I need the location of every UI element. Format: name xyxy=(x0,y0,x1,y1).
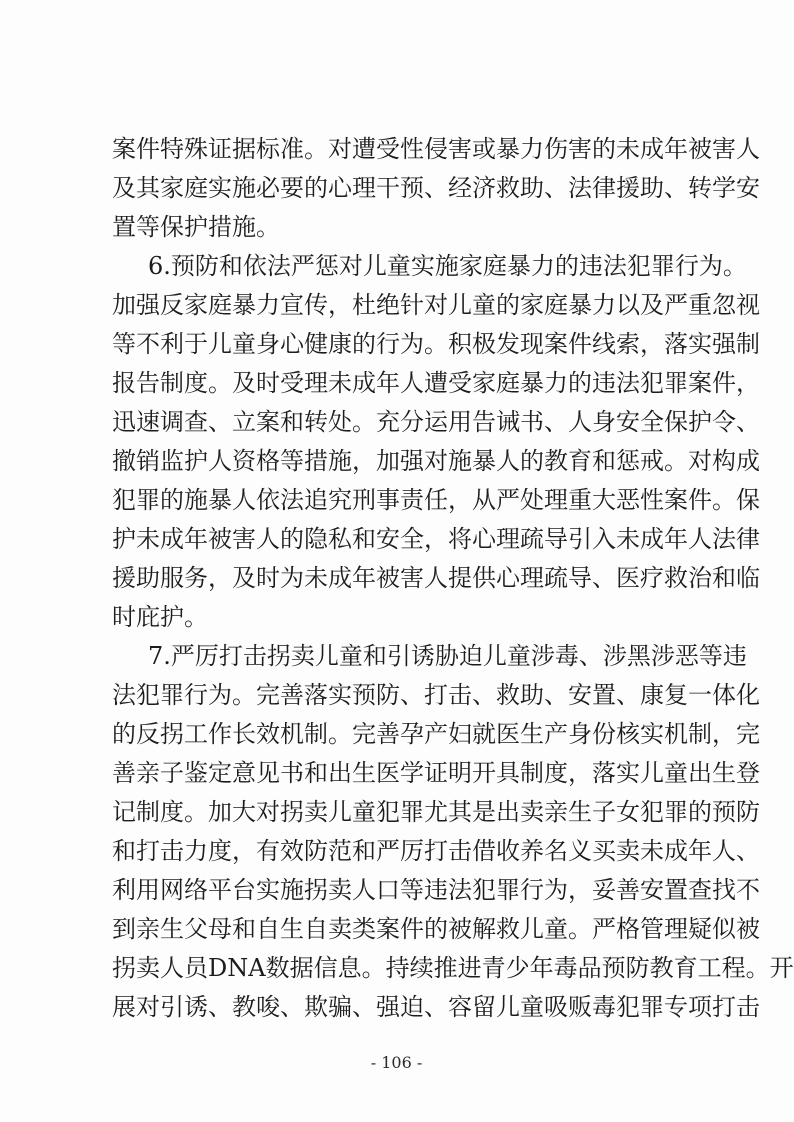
text-line: 援助服务，及时为未成年被害人提供心理疏导、医疗救治和临 xyxy=(112,564,760,592)
text-line: 利用网络平台实施拐卖人口等违法犯罪行为，妥善安置查找不 xyxy=(112,876,760,904)
text-line: 置等保护措施。 xyxy=(112,213,280,241)
text-line: 案件特殊证据标准。对遭受性侵害或暴力伤害的未成年被害人 xyxy=(112,135,760,163)
paragraph-heading-line: 6.预防和依法严惩对儿童实施家庭暴力的违法犯罪行为。 xyxy=(148,252,747,280)
text-line: 等不利于儿童身心健康的行为。积极发现案件线索，落实强制 xyxy=(112,330,760,358)
text-line: 记制度。加大对拐卖儿童犯罪尤其是出卖亲生子女犯罪的预防 xyxy=(112,798,760,826)
page-number: - 106 - xyxy=(370,1053,423,1072)
body-text xyxy=(112,130,794,1027)
text-line: 和打击力度，有效防范和严厉打击借收养名义买卖未成年人、 xyxy=(112,837,760,865)
text-line: 善亲子鉴定意见书和出生医学证明开具制度，落实儿童出生登 xyxy=(112,759,760,787)
text-line: 护未成年被害人的隐私和安全，将心理疏导引入未成年人法律 xyxy=(112,525,760,553)
text-line: 迅速调查、立案和转处。充分运用告诫书、人身安全保护令、 xyxy=(112,408,760,436)
text-line: 展对引诱、教唆、欺骗、强迫、容留儿童吸贩毒犯罪专项打击 xyxy=(112,993,760,1021)
text-line: 拐卖人员DNA数据信息。持续推进青少年毒品预防教育工程。开 xyxy=(112,954,794,982)
text-line: 到亲生父母和自生自卖类案件的被解救儿童。严格管理疑似被 xyxy=(112,915,760,943)
text-line: 法犯罪行为。完善落实预防、打击、救助、安置、康复一体化 xyxy=(112,681,760,709)
paragraph-heading-line: 7.严厉打击拐卖儿童和引诱胁迫儿童涉毒、涉黑涉恶等违 xyxy=(148,642,747,670)
text-line: 时庇护。 xyxy=(112,603,208,631)
text-line: 撤销监护人资格等措施，加强对施暴人的教育和惩戒。对构成 xyxy=(112,447,760,475)
text-line: 的反拐工作长效机制。完善孕产妇就医生产身份核实机制，完 xyxy=(112,720,760,748)
text-line: 报告制度。及时受理未成年人遭受家庭暴力的违法犯罪案件， xyxy=(112,369,760,397)
text-line: 加强反家庭暴力宣传，杜绝针对儿童的家庭暴力以及严重忽视 xyxy=(112,291,760,319)
text-line: 及其家庭实施必要的心理干预、经济救助、法律援助、转学安 xyxy=(112,174,760,202)
text-line: 犯罪的施暴人依法追究刑事责任，从严处理重大恶性案件。保 xyxy=(112,486,760,514)
